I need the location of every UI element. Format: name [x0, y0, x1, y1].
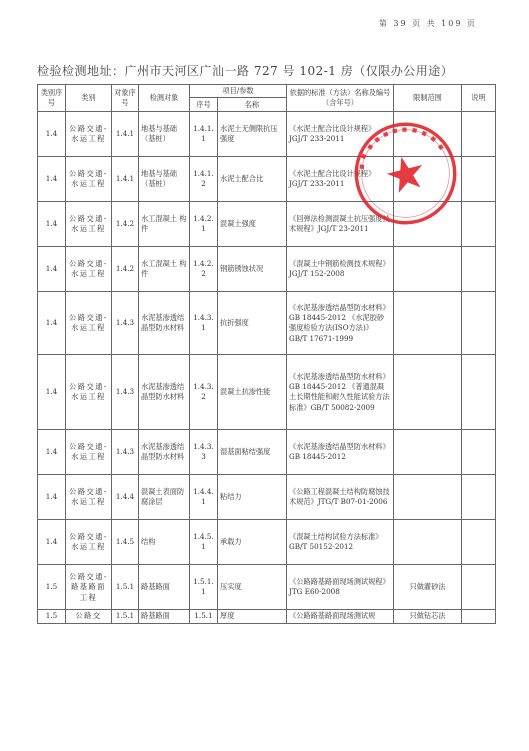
cell-item-name: 水泥土配合比	[218, 157, 287, 202]
cell-standard: 《公路路基路面现场测试规程》JTG E60-2008	[287, 565, 394, 610]
cell-object: 水泥基渗透结晶型防水材料	[139, 292, 190, 355]
cell-limit: 只做灌砂法	[394, 565, 462, 610]
table-row	[38, 430, 496, 475]
header-category: 类别	[66, 85, 112, 112]
cell-object: 水泥基渗透结晶型防水材料	[139, 355, 190, 430]
cell-item-no: 1.5.1.1	[190, 565, 218, 610]
cell-object: 混凝土表面防腐涂层	[139, 475, 190, 520]
cell-category-no: 1.4	[38, 475, 66, 520]
cell-category-no: 1.4	[38, 430, 66, 475]
cell-standard: 《水泥基渗透结晶型防水材料》GB 18445-2012 《普通混凝土长期性能和耐久性能试验方法标准》GB/T 50082-2009	[287, 355, 394, 430]
cell-item-name: 湿基面粘结强度	[218, 430, 287, 475]
cell-item-name: 厚度	[218, 610, 287, 623]
cell-item-name: 钢筋锈蚀状况	[218, 247, 287, 292]
header-standard: 依据的标准（方法）名称及编号（含年号）	[287, 85, 394, 112]
cell-object: 水泥基渗透结晶型防水材料	[139, 430, 190, 475]
header-limit: 限制范围	[394, 85, 462, 112]
cell-item-name: 承载力	[218, 520, 287, 565]
cell-limit	[394, 292, 462, 355]
header-object: 检测对象	[139, 85, 190, 112]
cell-category-no: 1.5	[38, 610, 66, 623]
cell-category: 公路交通-水运工程	[66, 520, 112, 565]
cell-category: 公路交通-水运工程	[66, 355, 112, 430]
page-number: 第 39 页 共 109 页	[378, 19, 477, 28]
cell-standard: 《混凝土中钢筋检测技术规程》JGJ/T 152-2008	[287, 247, 394, 292]
cell-object: 结构	[139, 520, 190, 565]
cell-category: 公路交通-水运工程	[66, 247, 112, 292]
cell-object-no: 1.5.1	[112, 610, 139, 623]
cell-object-no: 1.4.1	[112, 112, 139, 157]
cell-object: 水工混凝土 构件	[139, 202, 190, 247]
cell-item-no: 1.4.4.1	[190, 475, 218, 520]
cell-note	[462, 610, 496, 623]
cell-category-no: 1.4	[38, 355, 66, 430]
cell-object-no: 1.4.4	[112, 475, 139, 520]
cell-category: 公路交通-水运工程	[66, 475, 112, 520]
cell-note	[462, 430, 496, 475]
cell-object-no: 1.5.1	[112, 565, 139, 610]
cell-item-no: 1.4.3.1	[190, 292, 218, 355]
cell-note	[462, 157, 496, 202]
header-note: 说明	[462, 85, 496, 112]
cell-item-no: 1.4.3.3	[190, 430, 218, 475]
cell-item-no: 1.4.1.2	[190, 157, 218, 202]
table-row	[38, 610, 496, 623]
cell-note	[462, 247, 496, 292]
table-row	[38, 292, 496, 355]
cell-standard: 《水泥基渗透结晶型防水材料》GB 18445-2012	[287, 430, 394, 475]
cell-standard: 《公路工程混凝土结构防腐蚀技术规范》JTG/T B07-01-2006	[287, 475, 394, 520]
header-item-no: 序号	[190, 98, 218, 112]
cell-object: 路基路面	[139, 565, 190, 610]
table-row	[38, 355, 496, 430]
cell-note	[462, 292, 496, 355]
cell-object-no: 1.4.3	[112, 430, 139, 475]
cell-category: 公路交	[66, 610, 112, 623]
cell-object-no: 1.4.1	[112, 157, 139, 202]
cell-limit	[394, 247, 462, 292]
cell-item-no: 1.4.5.1	[190, 520, 218, 565]
header-object-no: 对象序号	[112, 85, 139, 112]
cell-category-no: 1.4	[38, 202, 66, 247]
cell-object: 地基与基础（基桩）	[139, 112, 190, 157]
cell-category-no: 1.4	[38, 292, 66, 355]
lab-address: 检验检测地址：广州市天河区广汕一路 727 号 102-1 房（仅限办公用途）	[37, 64, 454, 78]
cell-category-no: 1.4	[38, 157, 66, 202]
table-row	[38, 475, 496, 520]
cell-limit	[394, 355, 462, 430]
header-item-name: 名称	[218, 98, 287, 112]
cell-item-name: 压实度	[218, 565, 287, 610]
cell-note	[462, 475, 496, 520]
cell-object-no: 1.4.2	[112, 202, 139, 247]
cell-object: 水工混凝土 构件	[139, 247, 190, 292]
cell-item-name: 粘结力	[218, 475, 287, 520]
cell-standard: 《回弹法检测混凝土抗压强度技术规程》JGJ/T 23-2011	[287, 202, 394, 247]
cell-category: 公路交通-水运工程	[66, 292, 112, 355]
cell-note	[462, 565, 496, 610]
cell-object-no: 1.4.3	[112, 292, 139, 355]
cell-standard: 《水泥基渗透结晶型防水材料》GB 18445-2012 《水泥胶砂强度检验方法(ISO方法)》GB/T 17671-1999	[287, 292, 394, 355]
cell-limit	[394, 430, 462, 475]
cell-category-no: 1.4	[38, 520, 66, 565]
cell-category: 公路交通-水运工程	[66, 202, 112, 247]
header-category-no: 类别序号	[38, 85, 66, 112]
seal-star-icon	[384, 152, 428, 194]
cell-note	[462, 112, 496, 157]
cell-object-no: 1.4.5	[112, 520, 139, 565]
table-row	[38, 247, 496, 292]
cell-item-no: 1.4.2.1	[190, 202, 218, 247]
cell-item-no: 1.4.3.2	[190, 355, 218, 430]
cell-item-name: 混凝土强度	[218, 202, 287, 247]
cell-category: 公路交通-水运工程	[66, 157, 112, 202]
cell-item-no: 1.4.1.1	[190, 112, 218, 157]
cell-standard: 《水泥土配合比设计规程》JGJ/T 233-2011	[287, 112, 394, 157]
cell-category: 公路交通-水运工程	[66, 430, 112, 475]
cell-limit: 只做钻芯法	[394, 610, 462, 623]
cell-item-no: 1.5.1	[190, 610, 218, 623]
cell-limit	[394, 520, 462, 565]
cell-object-no: 1.4.3	[112, 355, 139, 430]
cell-standard: 《公路路基路面现场测试规	[287, 610, 394, 623]
cell-category-no: 1.4	[38, 247, 66, 292]
cell-category-no: 1.5	[38, 565, 66, 610]
cell-category: 公路交通-水运工程	[66, 112, 112, 157]
cell-item-name: 水泥土无侧限抗压强度	[218, 112, 287, 157]
cell-category-no: 1.4	[38, 112, 66, 157]
cell-object: 路基路面	[139, 610, 190, 623]
cell-item-no: 1.4.2.2	[190, 247, 218, 292]
cell-item-name: 抗折强度	[218, 292, 287, 355]
cell-standard: 《混凝土结构试验方法标准》GB/T 50152-2012	[287, 520, 394, 565]
table-row	[38, 520, 496, 565]
cell-category: 公路交通-路基路面工程	[66, 565, 112, 610]
cell-object: 地基与基础（基桩）	[139, 157, 190, 202]
cell-object-no: 1.4.2	[112, 247, 139, 292]
cell-note	[462, 520, 496, 565]
table-row	[38, 565, 496, 610]
cell-item-name: 混凝土抗渗性能	[218, 355, 287, 430]
cell-limit	[394, 475, 462, 520]
cell-note	[462, 355, 496, 430]
header-item-group: 项目/参数	[190, 85, 287, 98]
cell-standard: 《水泥土配合比设计规程》JGJ/T 233-2011	[287, 157, 394, 202]
